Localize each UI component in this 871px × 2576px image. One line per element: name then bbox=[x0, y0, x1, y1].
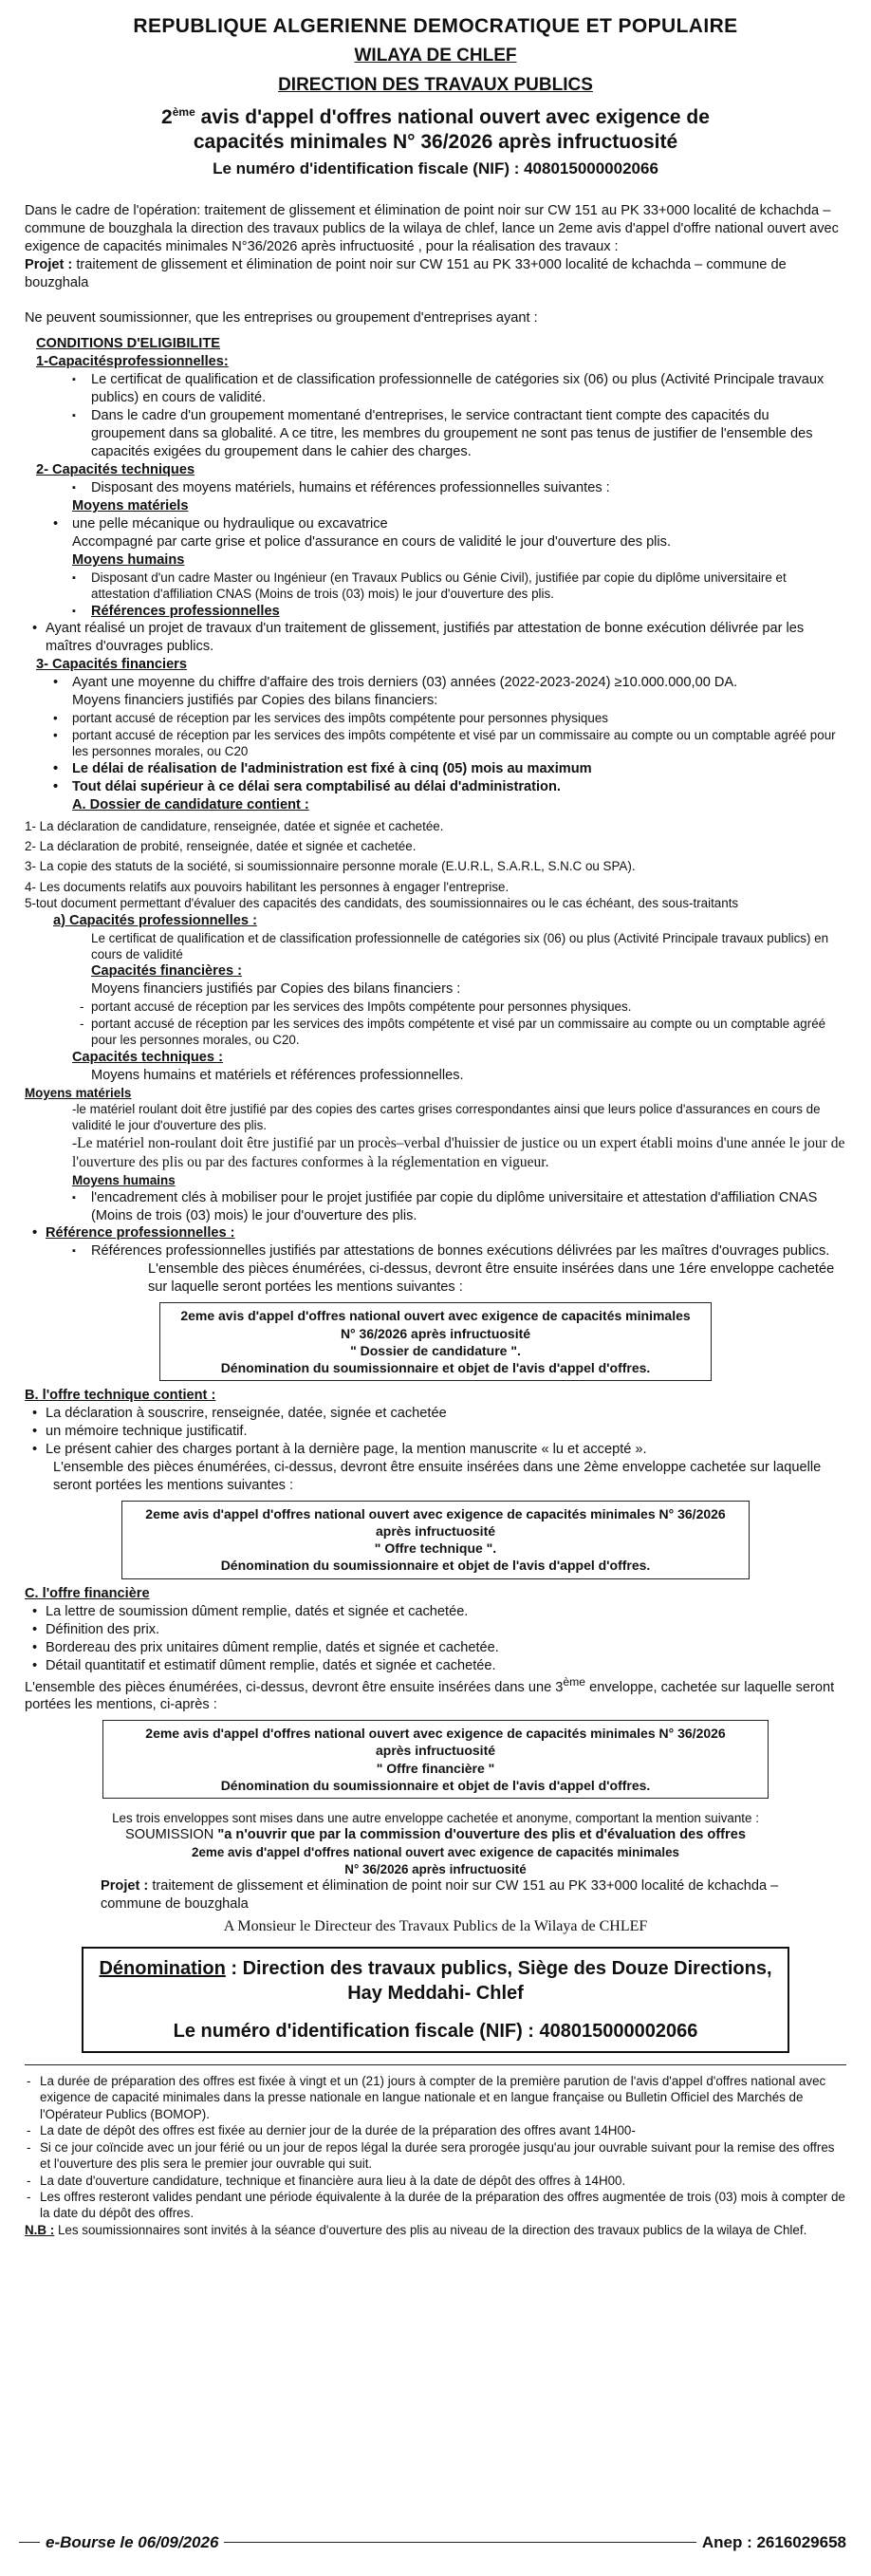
footer-anep: Anep : 2616029658 bbox=[696, 2532, 852, 2553]
envelopes-projet: Projet : traitement de glissement et élimination de point noir sur CW 151 au PK 33+000 localité de kchachda –commune de bouzghala bbox=[101, 1878, 779, 1913]
list-item: • Ayant réalisé un projet de travaux d'un traitement de glissement, justifiés par attestation de bonne exécution délivrée par les maîtres d'ouvrages publics. bbox=[25, 620, 846, 656]
list-item: • un mémoire technique justificatif. bbox=[25, 1423, 846, 1441]
offre-c-title: C. l'offre financière bbox=[25, 1585, 150, 1601]
footer-ebourse: e-Bourse le 06/09/2026 bbox=[40, 2532, 224, 2553]
list-item: • portant accusé de réception par les services des impôts compétente et visé par un commissaire au compte ou un comptable agréé pour les personnes morales, ou C20 bbox=[25, 727, 846, 760]
capacites-pro-list bbox=[25, 371, 846, 461]
rp-title-list bbox=[25, 1224, 846, 1242]
list-item: - La date d'ouverture candidature, technique et financière aura lieu à la date de dépôt des offres à 14H00. bbox=[27, 2173, 626, 2188]
ct-text: Moyens humains et matériels et références professionnelles. bbox=[91, 1067, 464, 1083]
mh-a-title: Moyens humains bbox=[72, 1173, 176, 1188]
republic-heading: REPUBLIQUE ALGERIENNE DEMOCRATIQUE ET POPULAIRE bbox=[133, 15, 738, 37]
list-item: • La déclaration à souscrire, renseignée, datée, signée et cachetée bbox=[25, 1405, 846, 1423]
capacites-fin-note: Moyens financiers justifiés par Copies des bilans financiers: bbox=[72, 693, 438, 709]
list-item: - La date de dépôt des offres est fixée au dernier jour de la durée de la préparation des offres avant 14H00- bbox=[27, 2123, 636, 2138]
cf-title: Capacités financières : bbox=[91, 963, 242, 980]
list-item: ▪ Disposant des moyens matériels, humains et références professionnelles suivantes : bbox=[25, 479, 846, 497]
offre-b-list bbox=[25, 1405, 846, 1459]
list-item: • une pelle mécanique ou hydraulique ou excavatrice bbox=[25, 515, 846, 533]
ct-title: Capacités techniques : bbox=[72, 1049, 223, 1065]
list-item: - portant accusé de réception par les services des impôts compétente et visé par un commissaire au compte ou un comptable agréé pour les personnes morales, ou C20. bbox=[25, 1016, 846, 1049]
eligibility-title: CONDITIONS D'ELIGIBILITE bbox=[36, 336, 221, 352]
list-item: 4- Les documents relatifs aux pouvoirs habilitant les personnes à engager l'entreprise. bbox=[25, 879, 510, 894]
dossier-a-list bbox=[25, 818, 846, 912]
moyens-materiels-title: Moyens matériels bbox=[72, 497, 189, 513]
directeur-address: A Monsieur le Directeur des Travaux Publics de la Wilaya de CHLEF bbox=[223, 1918, 648, 1935]
cp-text: Le certificat de qualification et de classification professionnelle de catégories six (06) ou plus (Activité Principale travaux publics) en cours de validité bbox=[91, 930, 829, 961]
rp-list bbox=[25, 1242, 846, 1260]
envelopes-text: Les trois enveloppes sont mises dans une autre enveloppe cachetée et anonyme, comportant la mention suivante : bbox=[112, 1811, 759, 1826]
list-item: • Ayant une moyenne du chiffre d'affaire des trois derniers (03) années (2022-2023-2024) ≥10.000.000,00 DA. bbox=[25, 674, 846, 692]
avis-title: 2ème avis d'appel d'offres national ouvert avec exigence de capacités minimales N° 36/2026 après infructuosité bbox=[161, 104, 710, 153]
list-item: 5-tout document permettant d'évaluer des capacités des candidats, des soumissionnaires ou le cas échéant, des sous-traitants bbox=[25, 896, 739, 911]
list-item: • Détail quantitatif et estimatif dûment remplie, datés et signée et cachetée. bbox=[25, 1657, 846, 1675]
list-item: ▪ Dans le cadre d'un groupement momentané d'entreprises, le service contractant tient compte des capacités du groupement dans sa globalité. A ce titre, les membres du groupement ne sont pas tenus de justifier de l'ensemble des capacités exigées du groupement dans le cahier des charges. bbox=[25, 407, 846, 461]
list-item: - Les offres resteront valides pendant une période équivalente à la durée de la préparation des offres augmentée de trois (03) mois à compter de la date du dépôt des offres. bbox=[27, 2189, 845, 2221]
list-item: • Le présent cahier des charges portant à la dernière page, la mention manuscrite « lu et accepté ». bbox=[25, 1441, 846, 1459]
frame-nif-line: Le numéro d'identification fiscale (NIF) : 408015000002066 bbox=[173, 2021, 698, 2043]
capacites-tech-title: 2- Capacités techniques bbox=[36, 461, 195, 477]
offre-c-list bbox=[25, 1603, 846, 1675]
list-item: - Si ce jour coïncide avec un jour férié ou un jour de repos légal la durée sera prorogée jusqu'au jour ouvrable suivant pour la remise des offres et l'ouverture des plis sera le premier jour ouvrable qui suit. bbox=[27, 2139, 835, 2172]
list-item: 1- La déclaration de candidature, renseignée, datée et signée et cachetée. bbox=[25, 818, 444, 833]
moyens-materiels-list bbox=[25, 515, 846, 533]
envelope-box-technique: 2eme avis d'appel d'offres national ouvert avec exigence de capacités minimales N° 36/2026 après infructuosité " Offre technique ". Dénomination du soumissionnaire et objet de l'avis d'appel d'offres. bbox=[121, 1501, 750, 1579]
list-item: ▪ Références professionnelles justifiés par attestations de bonnes exécutions délivrées par les maîtres d'ouvrages publics. bbox=[25, 1242, 846, 1260]
list-item: • portant accusé de réception par les services des impôts compétente pour personnes physiques bbox=[25, 710, 846, 726]
list-item: ▪ Disposant d'un cadre Master ou Ingénieur (en Travaux Publics ou Génie Civil), justifiée par copie du diplôme universitaire et attestation d'affiliation CNAS (Moins de trois (03) mois) le jour d'ouverture des plis. bbox=[25, 569, 846, 603]
references-title: ▪ Références professionnelles bbox=[25, 603, 846, 621]
rp-title: • Référence professionnelles : bbox=[25, 1224, 846, 1242]
capacites-pro-title: 1-Capacitésprofessionnelles: bbox=[36, 354, 229, 370]
env2-text: L'ensemble des pièces énumérées, ci-dessus, devront être ensuite insérées dans une 2ème enveloppe cachetée sur laquelle seront portées les mentions suivantes : bbox=[53, 1459, 822, 1493]
capacites-fin-list bbox=[25, 674, 846, 692]
moyens-humains-title: Moyens humains bbox=[72, 551, 185, 568]
envelope-box-financiere: 2eme avis d'appel d'offres national ouvert avec exigence de capacités minimales N° 36/2026 après infructuosité " Offre financière " Dénomination du soumissionnaire et objet de l'avis d'appel d'offres. bbox=[102, 1720, 769, 1799]
nif-heading: Le numéro d'identification fiscale (NIF) : 408015000002066 bbox=[213, 159, 658, 178]
mh-a-list bbox=[25, 1189, 846, 1225]
delai-list bbox=[25, 760, 846, 796]
page-footer bbox=[19, 2532, 852, 2553]
list-item: • Tout délai supérieur à ce délai sera comptabilisé au délai d'administration. bbox=[25, 778, 846, 796]
list-item: • La lettre de soumission dûment remplie, datés et signée et cachetée. bbox=[25, 1603, 846, 1621]
capacites-fin-sublist bbox=[25, 710, 846, 759]
capacites-fin-title: 3- Capacités financiers bbox=[36, 657, 187, 673]
list-item: • Définition des prix. bbox=[25, 1621, 846, 1639]
envelope-box-candidature: 2eme avis d'appel d'offres national ouvert avec exigence de capacités minimales N° 36/2026 après infructuosité " Dossier de candidature ". Dénomination du soumissionnaire et objet de l'avis d'appel d'offres. bbox=[159, 1302, 712, 1381]
offre-b-title: B. l'offre technique contient : bbox=[25, 1388, 216, 1404]
list-item: • Le délai de réalisation de l'administration est fixé à cinq (05) mois au maximum bbox=[25, 760, 846, 778]
soumission-mention: SOUMISSION "a n'ouvrir que par la commission d'ouverture des plis et d'évaluation des offres bbox=[125, 1827, 746, 1843]
soumission-avis: 2eme avis d'appel d'offres national ouvert avec exigence de capacités minimales bbox=[192, 1845, 679, 1860]
nb-note: N.B : Les soumissionnaires sont invités à la séance d'ouverture des plis au niveau de la direction des travaux publics de la wilaya de Chlef. bbox=[25, 2222, 807, 2237]
mm-a-title: Moyens matériels bbox=[25, 1085, 132, 1100]
address-frame bbox=[82, 1947, 789, 2053]
denomination-line: Dénomination : Direction des travaux publics, Siège des Douze Directions, Hay Meddahi- Chlef bbox=[99, 1958, 772, 2005]
mm-a-text1: -le matériel roulant doit être justifié par des copies des cartes grises correspondantes ainsi que leurs police d'assurances en cours de validité le jour d'ouverture des plis. bbox=[72, 1101, 821, 1133]
list-item: - portant accusé de réception par les services des Impôts compétente pour personnes physiques. bbox=[25, 999, 846, 1015]
notes-list bbox=[25, 2073, 846, 2222]
cf-sublist bbox=[25, 999, 846, 1048]
list-item: ▪ l'encadrement clés à mobiliser pour le projet justifiée par copie du diplôme universitaire et attestation d'affiliation CNAS (Moins de trois (03) mois) le jour d'ouverture des plis. bbox=[25, 1189, 846, 1225]
list-item: ▪ Le certificat de qualification et de classification professionnelle de catégories six (06) ou plus (Activité Principale travaux publics) en cours de validité. bbox=[25, 371, 846, 407]
intro-paragraph: Dans le cadre de l'opération: traitement de glissement et élimination de point noir sur CW 151 au PK 33+000 localité de kchachda –commune de bouzghala la direction des travaux publics de la wilaya de chlef, lance un 2eme avis d'appel d'offre national ouvert avec exigence de capacités minimales N°36/2026 après infructuosité , pour la réalisation des travaux : bbox=[25, 203, 839, 255]
env1-text: L'ensemble des pièces énumérées, ci-dessus, devront être ensuite insérées dans une 1ére enveloppe cachetée sur laquelle seront portées les mentions suivantes : bbox=[148, 1261, 835, 1296]
list-item: - La durée de préparation des offres est fixée à vingt et un (21) jours à compter de la première parution de l'avis d'appel d'offres national avec exigence de capacité minimales dans la presse nationale en langue nationale et en langue française ou Bulletin Officiel des Marchés de l'Opérateur Publics (BOMOP). bbox=[27, 2074, 826, 2121]
capacites-tech-list bbox=[25, 479, 846, 497]
direction-heading: DIRECTION DES TRAVAUX PUBLICS bbox=[278, 74, 593, 95]
list-item: • Bordereau des prix unitaires dûment remplie, datés et signée et cachetée. bbox=[25, 1639, 846, 1657]
dossier-a-title: A. Dossier de candidature contient : bbox=[72, 796, 309, 812]
soumission-line: Ne peuvent soumissionner, que les entreprises ou groupement d'entreprises ayant : bbox=[25, 310, 538, 327]
projet-line: Projet : traitement de glissement et élimination de point noir sur CW 151 au PK 33+000 localité de kchachda – commune de bouzghala bbox=[25, 257, 787, 291]
section-divider bbox=[25, 2064, 846, 2065]
cf-text: Moyens financiers justifiés par Copies des bilans financiers : bbox=[91, 981, 461, 998]
moyens-humains-list bbox=[25, 569, 846, 603]
wilaya-heading: WILAYA DE CHLEF bbox=[354, 46, 517, 66]
references-title-list bbox=[25, 603, 846, 621]
references-list bbox=[25, 620, 846, 656]
list-item: 3- La copie des statuts de la société, si soumissionnaire personne morale (E.U.R.L, S.A.R.L, S.N.C ou SPA). bbox=[25, 859, 636, 874]
cp-title: a) Capacités professionnelles : bbox=[53, 912, 257, 928]
mm-a-text2: -Le matériel non-roulant doit être justifié par un procès–verbal d'huissier de justice ou un expert établi moins d'une année le jour de l'ouverture des plis ou par des factures conformes à la réglementation en vigueur. bbox=[72, 1134, 845, 1170]
soumission-numero: N° 36/2026 après infructuosité bbox=[344, 1861, 527, 1876]
moyens-materiels-note: Accompagné par carte grise et police d'assurance en cours de validité le jour d'ouverture des plis. bbox=[72, 533, 672, 550]
list-item: 2- La déclaration de probité, renseignée, datée et signée et cachetée. bbox=[25, 838, 417, 853]
env3-text: L'ensemble des pièces énumérées, ci-dessus, devront être ensuite insérées dans une 3ème enveloppe, cachetée sur laquelle seront portées les mentions, ci-après : bbox=[25, 1674, 835, 1713]
